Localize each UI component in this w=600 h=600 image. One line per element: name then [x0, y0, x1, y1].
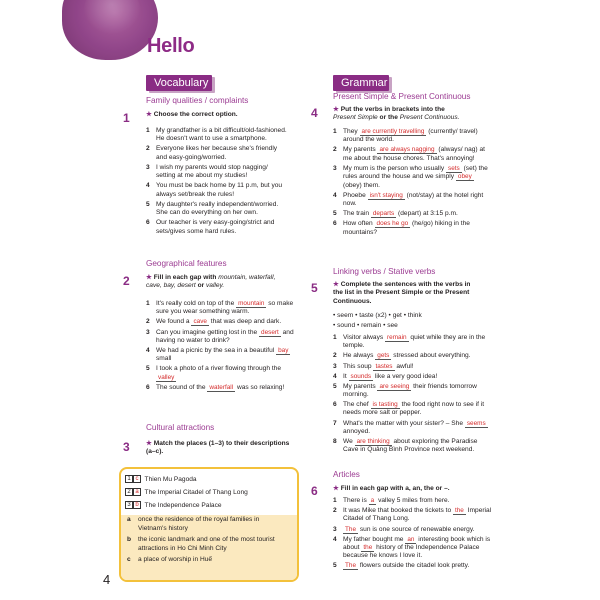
- item-number: 1: [333, 334, 337, 341]
- answer-blank: seems: [466, 419, 486, 427]
- answer-blank: tastes: [375, 362, 393, 370]
- item-number: 2: [146, 145, 150, 153]
- item-text: interesting book: [418, 535, 465, 543]
- item-number: 3: [146, 163, 150, 171]
- list-item: [146, 329, 298, 346]
- match-row: 3 b The Independence Palace: [125, 501, 222, 510]
- list-item: [146, 201, 298, 218]
- item-text: We: [343, 437, 353, 445]
- list-item: [333, 497, 493, 505]
- section6-number: 6: [311, 484, 318, 498]
- item-text: (he/go) hiking: [412, 220, 452, 228]
- list-item: [333, 210, 491, 218]
- item-number: 1: [146, 300, 150, 307]
- list-item: [333, 420, 493, 437]
- item-text: Our teacher is very easy-going/strict and: [156, 219, 275, 227]
- section1-subtitle: Family qualities / complaints: [146, 96, 249, 105]
- section5-number: 5: [311, 281, 318, 295]
- item-text: It was Mike that booked the tickets to: [343, 507, 452, 515]
- item-text: Visitor always: [343, 334, 384, 341]
- answer-blank: cave: [193, 318, 207, 326]
- section5-subtitle: Linking verbs / Stative verbs: [333, 267, 436, 276]
- item-number: 4: [333, 191, 337, 199]
- list-item: [333, 526, 493, 534]
- answer-blank: valley: [158, 373, 175, 381]
- list-item: [333, 562, 493, 570]
- list-item: [333, 401, 493, 418]
- match-answer: c: [133, 475, 141, 483]
- answer-blank: are always nagging: [379, 146, 435, 154]
- answer-blank: the: [454, 507, 464, 515]
- match-answer: b: [133, 501, 141, 509]
- item-text: Imperial Citadel of Thang Long.: [343, 507, 492, 523]
- item-text: My father bought me: [343, 535, 404, 543]
- section1-list: [146, 127, 298, 238]
- item-text: Phoebe: [343, 191, 366, 199]
- item-text: make sure you wear something warm.: [156, 300, 294, 316]
- list-item: [333, 536, 493, 561]
- item-text: history of the Independence Palace because he knows I love it.: [343, 543, 480, 560]
- item-number: 2: [333, 507, 337, 515]
- item-text: (not/stay) at the: [406, 191, 453, 199]
- item-number: 5: [333, 562, 337, 570]
- list-item: [333, 165, 491, 190]
- item-text: hotel right now.: [343, 191, 484, 208]
- list-item: [333, 438, 493, 455]
- section3-number: 3: [123, 440, 130, 454]
- item-number: 5: [333, 210, 337, 218]
- item-text: so: [268, 300, 276, 307]
- list-item: [333, 373, 493, 381]
- item-text: the food right now to: [401, 401, 462, 409]
- section2-subtitle: Geographical features: [146, 259, 227, 268]
- answer-blank: sets: [448, 164, 460, 172]
- list-item: [333, 334, 493, 351]
- item-text: He always: [343, 352, 374, 360]
- list-item: [146, 164, 298, 181]
- list-item: [146, 127, 298, 144]
- item-text: awful!: [396, 362, 414, 370]
- list-item: [333, 192, 491, 209]
- matching-box: [119, 467, 299, 582]
- item-number: 4: [333, 535, 337, 543]
- match-definitions: a once the residence of the royal families in Vietnam's history b the iconic landmark and one of the most tourist attractions in Ho Chi Minh City c a place of worship in Huế: [121, 515, 299, 582]
- answer-blank: waterfall: [209, 383, 234, 391]
- item-text: Can you imagine getting lost in the: [156, 328, 258, 336]
- page-title: Hello: [147, 35, 195, 57]
- vocabulary-heading: Vocabulary: [146, 75, 212, 91]
- item-text: travel) around the world.: [343, 128, 478, 144]
- section2-instruction: ★ Fill in each gap with mountain, waterfall, cave, bay, desert or valley.: [146, 274, 276, 290]
- item-text: They: [343, 128, 358, 135]
- item-text: (always/: [438, 146, 463, 154]
- item-text: Cave in Quảng Bình Province next weekend.: [343, 446, 475, 454]
- item-text: annoyed.: [343, 427, 371, 435]
- item-text: How often: [343, 220, 373, 228]
- answer-blank: isn't staying: [369, 191, 403, 199]
- list-item: [333, 146, 491, 163]
- item-text: (set) the rules around the house and we: [343, 164, 488, 181]
- item-text: dark.: [266, 318, 282, 326]
- list-item: [146, 365, 298, 382]
- answer-blank: mountain: [238, 300, 265, 307]
- item-text: (obey) them.: [343, 181, 381, 189]
- item-text: and having no water to drink?: [156, 328, 294, 344]
- list-item: [146, 219, 298, 236]
- section1-number: 1: [123, 111, 130, 125]
- answer-blank: obey: [457, 173, 472, 181]
- item-text: flowers outside the citadel look pretty.: [359, 562, 470, 570]
- item-text: The sound of the: [156, 383, 206, 391]
- item-text: nag) at me about the house chores. That's annoying!: [343, 146, 485, 162]
- item-text: setting at me about my studies!: [156, 172, 248, 180]
- match-row: 1 c Thien Mu Pagoda: [125, 475, 197, 484]
- item-number: 3: [333, 164, 337, 172]
- item-number: 4: [146, 346, 150, 354]
- item-text: (currently/: [428, 128, 458, 135]
- section6-subtitle: Articles: [333, 470, 360, 479]
- verb-list: • sound • remain • see: [333, 322, 398, 329]
- item-text: We had a picnic by the sea in a beautiful: [156, 346, 275, 354]
- item-number: 1: [333, 497, 337, 504]
- answer-blank: bay: [278, 346, 289, 354]
- item-number: 5: [333, 382, 337, 390]
- answer-blank: remain: [387, 334, 407, 341]
- answer-blank: The: [345, 562, 357, 570]
- item-text: She can do everything on her own.: [156, 209, 258, 217]
- item-text: and easy-going/worried.: [156, 153, 227, 161]
- item-number: 1: [333, 128, 337, 135]
- item-number: 2: [333, 146, 337, 154]
- item-number: 4: [333, 372, 337, 380]
- answer-blank: a: [370, 497, 375, 504]
- item-number: 6: [146, 383, 150, 391]
- item-number: 5: [146, 365, 150, 373]
- item-number: 6: [333, 401, 337, 409]
- item-text: Everyone likes her because she's friendly: [156, 145, 278, 153]
- answer-blank: sounds: [350, 372, 372, 380]
- section2-number: 2: [123, 274, 130, 288]
- list-item: [333, 128, 491, 145]
- item-text: like a very good idea!: [374, 372, 438, 380]
- item-text: valley 5 miles from here.: [378, 497, 450, 504]
- item-number: 1: [146, 127, 150, 134]
- item-text: This soup: [343, 362, 372, 370]
- item-text: We found a: [156, 318, 190, 326]
- item-text: which is about: [343, 535, 491, 551]
- item-number: 6: [146, 219, 150, 227]
- item-text: It's really cold on top of the: [156, 300, 235, 307]
- answer-blank: an: [407, 535, 415, 543]
- section2-list: [146, 300, 298, 394]
- item-text: was so relaxing!: [236, 383, 285, 391]
- item-text: about exploring the Paradise: [393, 437, 478, 445]
- answer-blank: desert: [261, 328, 279, 336]
- answer-blank: The: [345, 525, 357, 533]
- item-text: It: [343, 372, 347, 380]
- item-text: small: [156, 355, 172, 363]
- item-text: tomorrow morning.: [343, 382, 477, 398]
- section4-number: 4: [311, 106, 318, 120]
- item-text: simply: [435, 173, 455, 181]
- item-text: their friends: [413, 382, 448, 390]
- answer-blank: departs: [372, 210, 395, 218]
- section3-instruction: ★ Match the places (1–3) to their descriptions (a–c).: [146, 440, 290, 456]
- item-number: 3: [333, 525, 337, 533]
- verb-list: • seem • taste (x2) • get • think: [333, 312, 422, 319]
- list-item: [146, 182, 298, 199]
- section6-list: [333, 497, 493, 572]
- match-row: 2 a The Imperial Citadel of Thang Long: [125, 488, 248, 497]
- item-text: My mum is the person who usually: [343, 164, 445, 172]
- item-text: My grandfather is a bit difficult/old-fashioned.: [156, 127, 287, 134]
- list-item: [146, 145, 298, 162]
- item-number: 8: [333, 437, 337, 445]
- match-answer: a: [133, 488, 141, 496]
- item-text: in the mountains?: [343, 220, 470, 236]
- item-text: The chef: [343, 401, 369, 409]
- answer-blank: are currently travelling: [361, 128, 425, 135]
- answer-blank: gets: [377, 352, 390, 360]
- item-text: There is: [343, 497, 367, 504]
- item-number: 2: [146, 318, 150, 326]
- answer-blank: are thinking: [356, 437, 390, 445]
- item-text: I took a photo of a river flowing through the: [156, 365, 281, 373]
- answer-blank: the: [363, 543, 373, 551]
- item-text: My daughter's really independent/worried.: [156, 200, 279, 208]
- section3-subtitle: Cultural attractions: [146, 423, 215, 432]
- section4-subtitle: Present Simple & Present Continuous: [333, 92, 471, 101]
- item-text: that was deep and: [210, 318, 265, 326]
- item-number: 3: [333, 362, 337, 370]
- answer-blank: are seeing: [379, 382, 410, 390]
- decorative-blob: [62, 0, 158, 60]
- item-text: You must be back home by 11 p.m, but you: [156, 182, 283, 190]
- item-number: 7: [333, 419, 337, 427]
- item-number: 6: [333, 220, 337, 228]
- item-text: (depart) at 3:15 p.m.: [398, 210, 458, 218]
- section4-list: [333, 128, 491, 239]
- list-item: [333, 352, 493, 360]
- list-item: [333, 363, 493, 371]
- item-text: sets/gives some hard rules.: [156, 227, 237, 235]
- list-item: [333, 507, 493, 524]
- item-number: 3: [146, 328, 150, 336]
- answer-blank: does he go: [376, 220, 409, 228]
- section1-instruction: ★ Choose the correct option.: [146, 111, 238, 118]
- list-item: [146, 347, 298, 364]
- section4-instruction: ★ Put the verbs in brackets into the Present Simple or the Present Continuous.: [333, 106, 460, 122]
- item-text: stressed about everything.: [393, 352, 471, 360]
- list-item: [333, 383, 493, 400]
- item-number: 5: [146, 200, 150, 208]
- answer-blank: is tasting: [372, 401, 398, 409]
- item-text: What's the matter with your sister? – She: [343, 419, 463, 427]
- item-text: My parents: [343, 146, 376, 154]
- section5-instruction: ★ Complete the sentences with the verbs in the list in the Present Simple or the Present Continuous.: [333, 281, 471, 305]
- list-item: [146, 384, 298, 392]
- item-text: I wish my parents would stop nagging/: [156, 163, 268, 171]
- list-item: [333, 220, 491, 237]
- item-text: quiet while: [410, 334, 442, 341]
- list-item: [146, 318, 298, 326]
- item-number: 2: [333, 352, 337, 360]
- list-item: [146, 300, 298, 317]
- item-text: The train: [343, 210, 370, 218]
- item-text: My parents: [343, 382, 376, 390]
- item-text: sun is one source of renewable energy.: [359, 525, 475, 533]
- page-number: 4: [103, 572, 111, 587]
- item-number: 4: [146, 182, 150, 190]
- grammar-heading: Grammar: [333, 75, 389, 91]
- item-text: always set/break the rules!: [156, 190, 235, 198]
- item-text: they are in the temple.: [343, 334, 486, 350]
- section5-list: [333, 334, 493, 456]
- section6-instruction: ★ Fill in each gap with a, an, the or –.: [333, 485, 450, 492]
- item-text: see if it needs more salt or pepper.: [343, 401, 485, 417]
- item-text: He doesn't want to use a smartphone.: [156, 135, 267, 143]
